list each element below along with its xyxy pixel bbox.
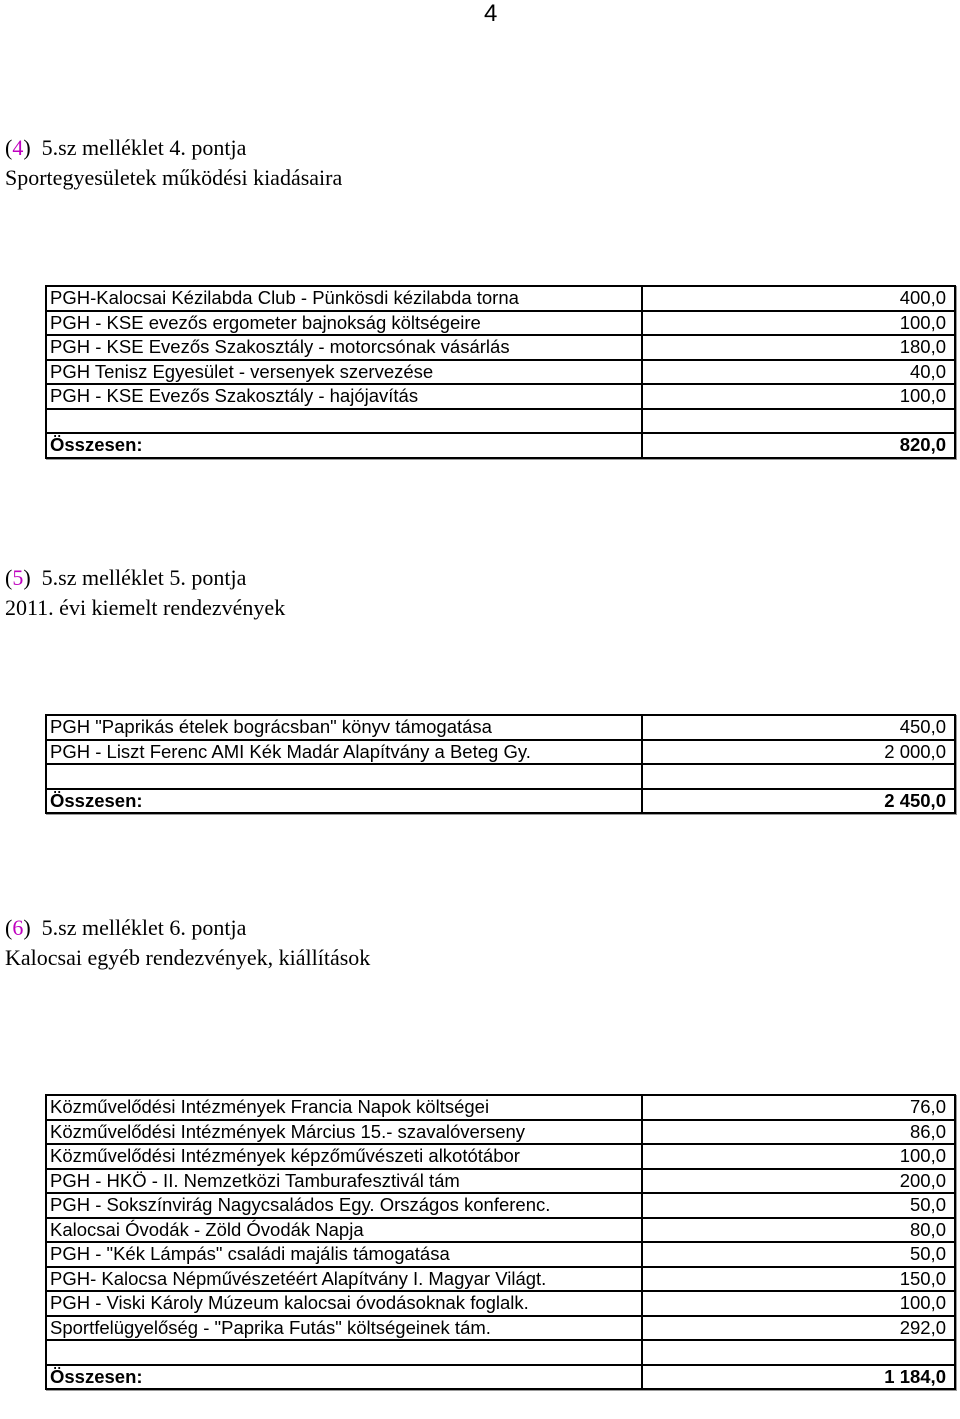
- row-label: PGH- Kalocsa Népművészetéért Alapítvány I. Magyar Világt.: [46, 1267, 642, 1292]
- budget-table: [45, 285, 956, 459]
- section-subtitle: 2011. évi kiemelt rendezvények: [5, 595, 286, 620]
- row-label: PGH - KSE evezős ergometer bajnokság költségeire: [46, 311, 642, 336]
- section-title: 5.sz melléklet 4. pontja: [41, 135, 247, 160]
- empty-cell: [642, 409, 955, 434]
- row-value: 150,0: [642, 1267, 955, 1292]
- row-label: Közművelődési Intézmények Március 15.- szavalóverseny: [46, 1120, 642, 1145]
- table-row: [46, 1291, 955, 1316]
- row-value: 80,0: [642, 1218, 955, 1243]
- row-value: 50,0: [642, 1242, 955, 1267]
- row-value: 40,0: [642, 360, 955, 385]
- total-label: Összesen:: [46, 1365, 642, 1390]
- table-row: [46, 360, 955, 385]
- table-row: [46, 1193, 955, 1218]
- row-value: 50,0: [642, 1193, 955, 1218]
- section-number: 4: [12, 135, 24, 160]
- row-label: PGH Tenisz Egyesület - versenyek szervezése: [46, 360, 642, 385]
- table-row: [46, 1242, 955, 1267]
- row-label: Közművelődési Intézmények Francia Napok költségei: [46, 1095, 642, 1120]
- empty-cell: [46, 1340, 642, 1365]
- row-label: PGH - HKÖ - II. Nemzetközi Tamburafesztivál tám: [46, 1169, 642, 1194]
- budget-table: [45, 1094, 956, 1390]
- row-value: 100,0: [642, 1291, 955, 1316]
- empty-cell: [642, 1340, 955, 1365]
- table-row: [46, 1267, 955, 1292]
- table-row: [46, 311, 955, 336]
- row-value: 2 000,0: [642, 740, 955, 765]
- empty-cell: [46, 409, 642, 434]
- section-subtitle: Sportegyesületek működési kiadásaira: [5, 165, 343, 190]
- row-value: 100,0: [642, 311, 955, 336]
- row-value: 400,0: [642, 286, 955, 311]
- table-row: [46, 1169, 955, 1194]
- table-row: [46, 1095, 955, 1120]
- total-row: [46, 1365, 955, 1390]
- table-row: [46, 715, 955, 740]
- row-label: PGH - Liszt Ferenc AMI Kék Madár Alapítvány a Beteg Gy.: [46, 740, 642, 765]
- row-value: 100,0: [642, 1144, 955, 1169]
- page-number: 4: [484, 0, 498, 27]
- row-label: PGH "Paprikás ételek bográcsban" könyv támogatása: [46, 715, 642, 740]
- row-value: 86,0: [642, 1120, 955, 1145]
- table-row: [46, 740, 955, 765]
- section-heading: (5) 5.sz melléklet 5. pontja 2011. évi kiemelt rendezvények: [5, 565, 286, 620]
- row-label: Sportfelügyelőség - "Paprika Futás" költségeinek tám.: [46, 1316, 642, 1341]
- row-label: PGH - KSE Evezős Szakosztály - hajójavítás: [46, 384, 642, 409]
- table-row: [46, 286, 955, 311]
- total-row: [46, 433, 955, 458]
- row-value: 292,0: [642, 1316, 955, 1341]
- total-row: [46, 789, 955, 814]
- table-row: [46, 1144, 955, 1169]
- row-value: 200,0: [642, 1169, 955, 1194]
- section-heading: (6) 5.sz melléklet 6. pontja Kalocsai egyéb rendezvények, kiállítások: [5, 915, 371, 970]
- empty-cell: [642, 764, 955, 789]
- table-row: [46, 1120, 955, 1145]
- empty-row: [46, 1340, 955, 1365]
- total-value: 820,0: [642, 433, 955, 458]
- total-value: 2 450,0: [642, 789, 955, 814]
- total-label: Összesen:: [46, 433, 642, 458]
- total-label: Összesen:: [46, 789, 642, 814]
- budget-table: [45, 714, 956, 814]
- row-label: PGH-Kalocsai Kézilabda Club - Pünkösdi kézilabda torna: [46, 286, 642, 311]
- row-label: PGH - KSE Evezős Szakosztály - motorcsónak vásárlás: [46, 335, 642, 360]
- row-value: 100,0: [642, 384, 955, 409]
- table-row: [46, 1218, 955, 1243]
- empty-cell: [46, 764, 642, 789]
- row-label: Közművelődési Intézmények képzőművészeti alkotótábor: [46, 1144, 642, 1169]
- row-label: PGH - Sokszínvirág Nagycsaládos Egy. Országos konferenc.: [46, 1193, 642, 1218]
- section-subtitle: Kalocsai egyéb rendezvények, kiállítások: [5, 945, 371, 970]
- empty-row: [46, 409, 955, 434]
- row-value: 180,0: [642, 335, 955, 360]
- section-number: 6: [12, 915, 24, 940]
- row-label: Kalocsai Óvodák - Zöld Óvodák Napja: [46, 1218, 642, 1243]
- empty-row: [46, 764, 955, 789]
- row-value: 76,0: [642, 1095, 955, 1120]
- section-heading: (4) 5.sz melléklet 4. pontja Sportegyesületek működési kiadásaira: [5, 135, 343, 190]
- section-title: 5.sz melléklet 6. pontja: [41, 915, 247, 940]
- total-value: 1 184,0: [642, 1365, 955, 1390]
- row-label: PGH - "Kék Lámpás" családi majális támogatása: [46, 1242, 642, 1267]
- table-row: [46, 384, 955, 409]
- row-value: 450,0: [642, 715, 955, 740]
- section-title: 5.sz melléklet 5. pontja: [41, 565, 247, 590]
- section-number: 5: [12, 565, 24, 590]
- table-row: [46, 335, 955, 360]
- table-row: [46, 1316, 955, 1341]
- row-label: PGH - Viski Károly Múzeum kalocsai óvodásoknak foglalk.: [46, 1291, 642, 1316]
